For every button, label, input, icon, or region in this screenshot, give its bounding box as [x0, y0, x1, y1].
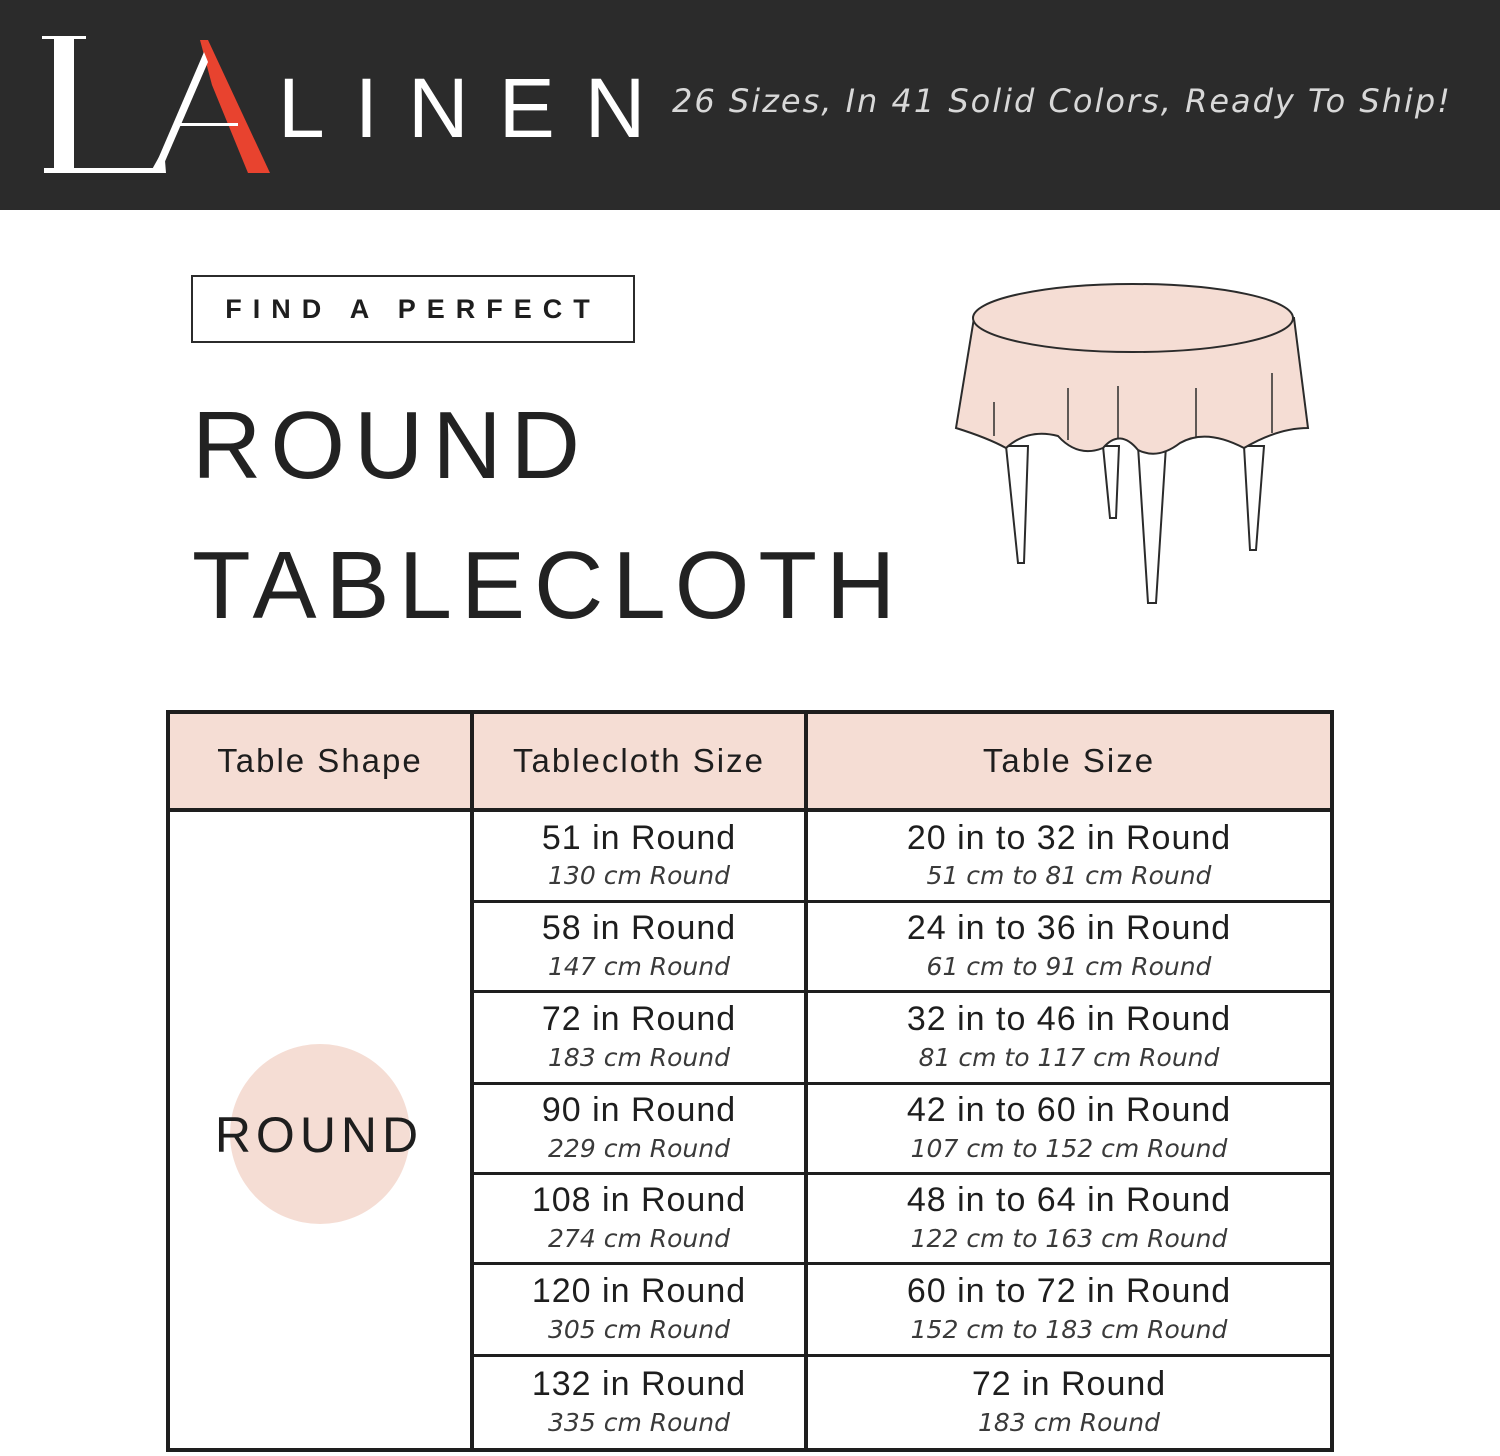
- la-logo-mark-icon: [40, 30, 280, 180]
- brand-name: LINEN: [278, 61, 676, 155]
- tablecloth-size-cm: 147 cm Round: [548, 951, 730, 981]
- header-table-shape: Table Shape: [170, 714, 470, 808]
- table-row: [474, 1175, 804, 1262]
- table-size-in: 42 in to 60 in Round: [906, 1091, 1232, 1130]
- table-size-in: 20 in to 32 in Round: [906, 818, 1232, 857]
- table-row: [808, 812, 1330, 900]
- table-row: [808, 993, 1330, 1082]
- table-row: [474, 1265, 804, 1354]
- table-row: [808, 903, 1330, 990]
- tablecloth-size-cm: 305 cm Round: [548, 1314, 730, 1344]
- tablecloth-size-in: 58 in Round: [541, 909, 737, 948]
- shape-label: ROUND: [214, 1107, 424, 1163]
- tablecloth-size-in: 120 in Round: [531, 1272, 747, 1311]
- table-row: [808, 1357, 1330, 1448]
- table-size-cm: 152 cm to 183 cm Round: [910, 1314, 1228, 1344]
- round-table-illustration-icon: [948, 278, 1318, 613]
- brand-logo: [40, 30, 676, 180]
- tablecloth-size-cm: 274 cm Round: [548, 1223, 730, 1253]
- table-size-cm: 122 cm to 163 cm Round: [910, 1223, 1228, 1253]
- header-table-size: Table Size: [808, 714, 1330, 808]
- table-size-cm: 51 cm to 81 cm Round: [926, 861, 1212, 891]
- table-row: [808, 1085, 1330, 1172]
- tablecloth-size-cm: 229 cm Round: [548, 1133, 730, 1163]
- table-row: [808, 1265, 1330, 1354]
- table-size-in: 32 in to 46 in Round: [906, 1000, 1232, 1039]
- tablecloth-size-cm: 183 cm Round: [548, 1042, 730, 1072]
- kicker-box: FIND A PERFECT: [191, 275, 635, 343]
- table-size-in: 72 in Round: [971, 1365, 1167, 1404]
- table-row: [474, 1085, 804, 1172]
- tablecloth-size-in: 108 in Round: [531, 1181, 747, 1220]
- table-size-cm: 107 cm to 152 cm Round: [910, 1133, 1228, 1163]
- table-size-in: 48 in to 64 in Round: [906, 1181, 1232, 1220]
- size-chart-table: [166, 710, 1334, 1452]
- tagline: 26 Sizes, In 41 Solid Colors, Ready To Ship!: [671, 82, 1452, 120]
- table-size-cm: 183 cm Round: [978, 1407, 1160, 1437]
- page-title-line1: ROUND: [192, 392, 589, 499]
- tablecloth-size-cm: 335 cm Round: [548, 1407, 730, 1437]
- page-title-line2: TABLECLOTH: [192, 532, 905, 639]
- header-banner: [0, 0, 1500, 210]
- table-size-cm: 61 cm to 91 cm Round: [926, 951, 1212, 981]
- table-row: [474, 903, 804, 990]
- tablecloth-size-cm: 130 cm Round: [548, 861, 730, 891]
- tablecloth-size-in: 72 in Round: [541, 1000, 737, 1039]
- table-row: [474, 812, 804, 900]
- table-row: [474, 1357, 804, 1448]
- tablecloth-size-in: 51 in Round: [541, 818, 737, 857]
- table-size-in: 24 in to 36 in Round: [906, 909, 1232, 948]
- header-tablecloth-size: Tablecloth Size: [474, 714, 804, 808]
- tablecloth-size-in: 90 in Round: [541, 1091, 737, 1130]
- tablecloth-size-in: 132 in Round: [531, 1365, 747, 1404]
- table-row: [474, 993, 804, 1082]
- table-size-cm: 81 cm to 117 cm Round: [918, 1042, 1220, 1072]
- table-size-in: 60 in to 72 in Round: [906, 1272, 1232, 1311]
- table-row: [808, 1175, 1330, 1262]
